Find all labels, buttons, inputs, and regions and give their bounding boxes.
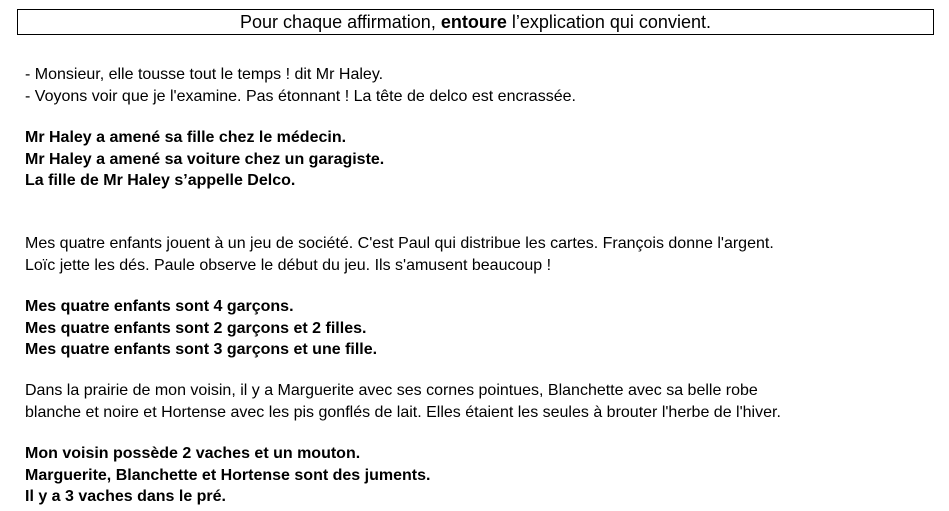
instruction-text-start: Pour chaque affirmation, (240, 12, 441, 32)
exercise-1-text (25, 64, 923, 107)
exercise-1-option-2[interactable]: Mr Haley a amené sa voiture chez un garagiste. (25, 150, 385, 168)
exercise-2-line-1: Mes quatre enfants jouent à un jeu de société. C'est Paul qui distribue les cartes. François donne l'argent. (25, 235, 774, 252)
exercise-1-line-1: - Monsieur, elle tousse tout le temps ! dit Mr Haley. (25, 66, 384, 83)
exercise-3-text (25, 380, 923, 423)
instruction-emphasis: entoure (440, 12, 507, 32)
exercise-3-option-1[interactable]: Mon voisin possède 2 vaches et un mouton. (25, 445, 361, 462)
exercise-3-line-2: blanche et noire et Hortense avec les pis gonflés de lait. Elles étaient les seules à brouter l'herbe de l'hiver. (25, 403, 781, 421)
exercise-1-options (25, 127, 923, 192)
exercise-3-option-3[interactable]: Il y a 3 vaches dans le pré. (25, 488, 226, 505)
exercise-2-options (25, 296, 923, 361)
exercise-2-option-2[interactable]: Mes quatre enfants sont 2 garçons et 2 filles. (25, 319, 367, 337)
exercise-3-line-1: Dans la prairie de mon voisin, il y a Marguerite avec ses cornes pointues, Blanchette avec sa belle robe (25, 382, 758, 399)
exercise-2-line-2: Loïc jette les dés. Paule observe le début du jeu. Ils s'amusent beaucoup ! (25, 256, 552, 274)
exercise-2-option-3[interactable]: Mes quatre enfants sont 3 garçons et une fille. (25, 341, 378, 358)
exercise-2-option-1[interactable]: Mes quatre enfants sont 4 garçons. (25, 298, 294, 315)
instruction-box (17, 9, 934, 35)
exercise-1-option-3[interactable]: La fille de Mr Haley s’appelle Delco. (25, 172, 296, 189)
exercise-3-option-2[interactable]: Marguerite, Blanchette et Hortense sont des juments. (25, 466, 431, 484)
exercise-1-line-2: - Voyons voir que je l'examine. Pas étonnant ! La tête de delco est encrassée. (25, 87, 576, 105)
exercise-3-options (25, 443, 923, 508)
exercise-1-option-1[interactable]: Mr Haley a amené sa fille chez le médecin. (25, 129, 347, 146)
exercise-2-text (25, 233, 923, 276)
instruction-text-end: l’explication qui convient. (506, 12, 711, 32)
